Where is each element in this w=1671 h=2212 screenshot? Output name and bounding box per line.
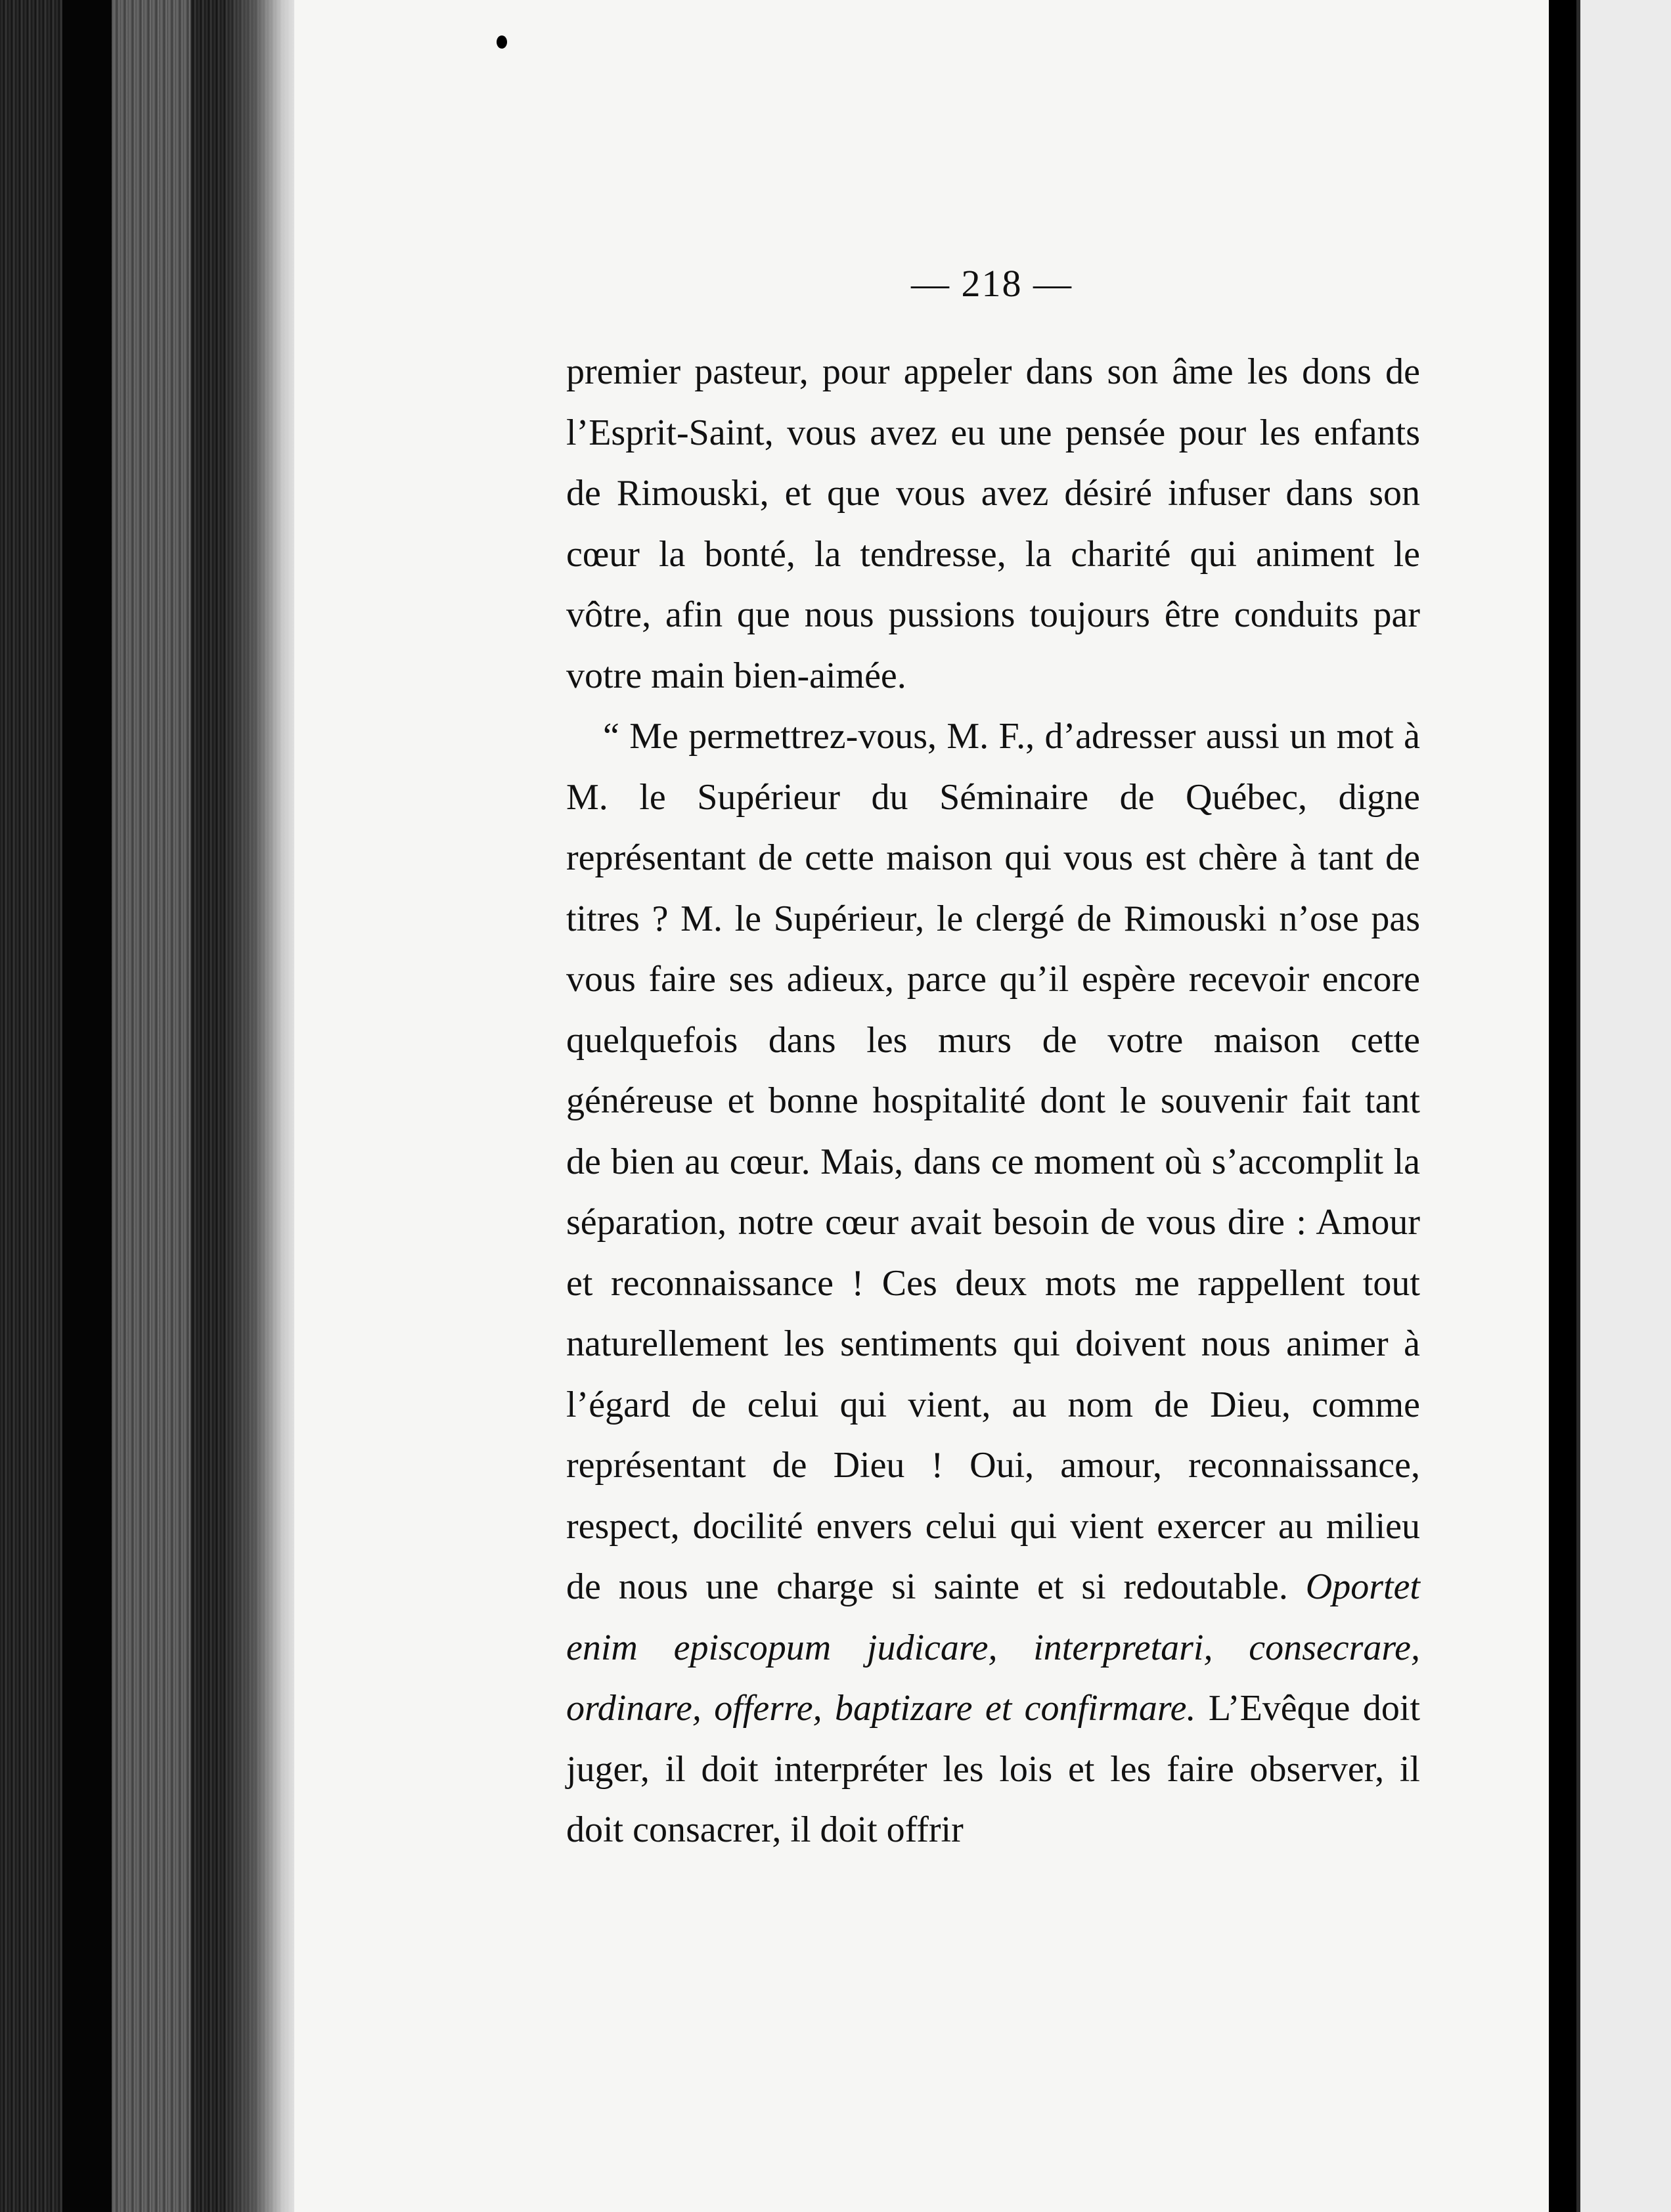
paragraph-2 [566, 706, 1420, 1861]
ink-spot [497, 35, 507, 49]
book-edge-dark-band [62, 0, 112, 2212]
book-edge-page-stack [112, 0, 190, 2212]
paragraph-2-continuation: L’Evêque doit juger, il doit interpréter les lois et les faire observer, il doit consacrer, il doit offrir [566, 1688, 1421, 1850]
paragraph-2-text: “ Me permettrez-vous, M. F., d’adresser aussi un mot à M. le Supérieur du Séminaire de Québec, digne représentant de cette maison qui vous est chère à tant de titres ? M. le Supérieur, le clergé de Rimouski n’ose pas vous faire ses adieux, parce qu’il espère recevoir encore quelquefois dans les murs de votre maison cette généreuse et bonne hospitalité dont le souvenir fait tant de bien au cœur. Mais, dans ce moment où s’accomplit la séparation, notre cœur avait besoin de vous dire : Amour et reconnaissance ! Ces deux mots me rappellent tout naturellement les sentiments qui doivent nous animer à l’égard de celui qui vient, au nom de Dieu, comme représentant de Dieu ! Oui, amour, reconnaissance, respect, docilité envers celui qui vient exercer au milieu de nous une charge si sainte et si redoutable. [566, 716, 1420, 1607]
latin-quotation: Oportet enim episcopum judicare, interpretari, consecrare, ordinare, offerre, baptizare et confirmare. [566, 1566, 1420, 1729]
page-body [566, 342, 1420, 1861]
book-gutter-shadow [223, 0, 302, 2212]
adjacent-page-edge [1576, 0, 1671, 2212]
book-edge [0, 0, 302, 2212]
page-number: — 218 — [911, 262, 1073, 305]
paragraph-1: premier pasteur, pour appeler dans son âme les dons de l’Esprit-Saint, vous avez eu une pensée pour les enfants de Rimouski, et que vous avez désiré infuser dans son cœur la bonté, la tendresse, la charité qui animent le vôtre, afin que nous pussions toujours être conduits par votre main bien-aimée. [566, 351, 1420, 696]
